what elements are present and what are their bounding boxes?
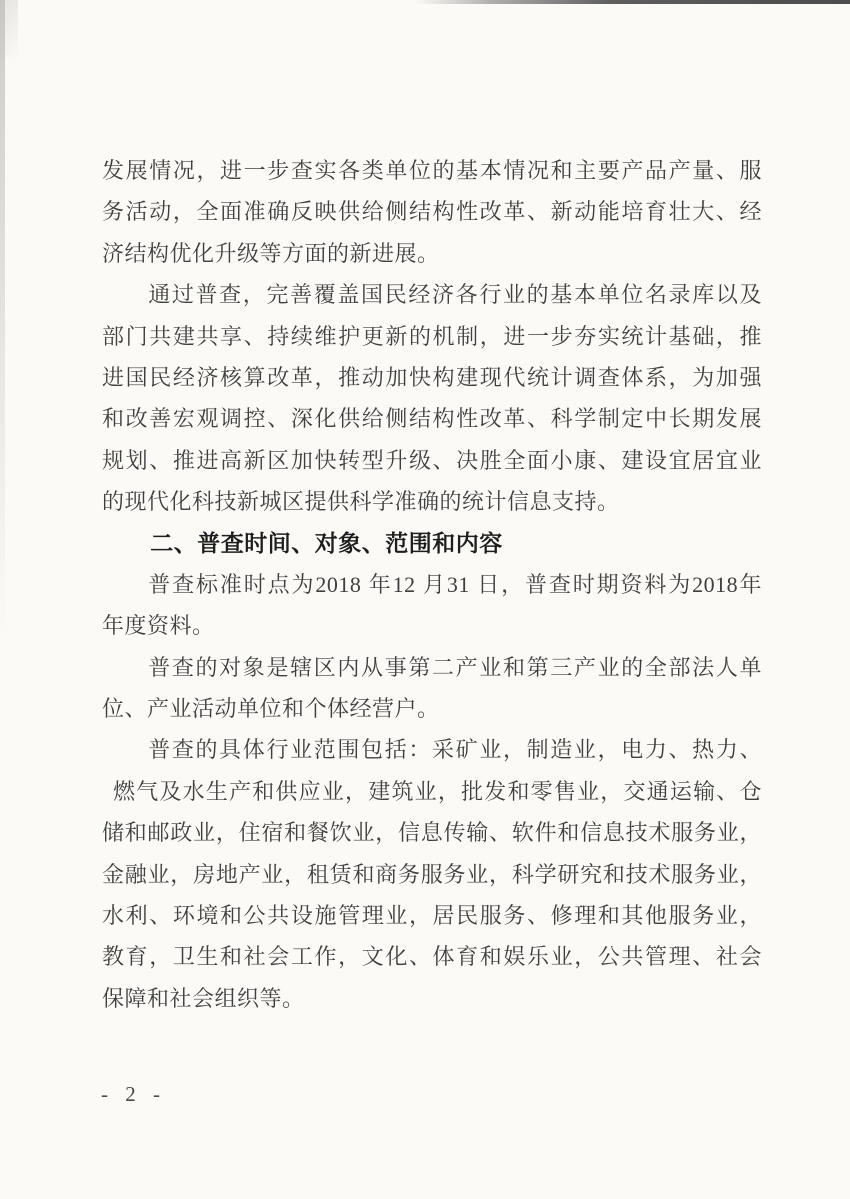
text-line: 储和邮政业，住宿和餐饮业，信息传输、软件和信息技术服务业，	[102, 820, 762, 846]
text-line: 发展情况，进一步查实各类单位的基本情况和主要产品产量、服	[102, 158, 762, 183]
text-line: 普查的对象是辖区内从事第二产业和第三产业的全部法人单	[148, 654, 762, 680]
text-line: 部门共建共享、持续维护更新的机制，进一步夯实统计基础，推	[102, 323, 762, 349]
text-line: 规划、推进高新区加快转型升级、决胜全面小康、建设宜居宜业	[102, 447, 762, 473]
text-line: 普查的具体行业范围包括：采矿业，制造业，电力、热力、	[148, 737, 762, 763]
page-number: - 2 -	[101, 1082, 166, 1106]
scan-edge-left-artifact	[0, 0, 5, 640]
text-line: 济结构优化升级等方面的新进展。	[102, 240, 440, 266]
text-line: 水利、环境和公共设施管理业，居民服务、修理和其他服务业，	[102, 903, 762, 929]
text-line: 进国民经济核算改革，推动加快构建现代统计调查体系，为加强	[102, 364, 762, 390]
document-body	[102, 150, 762, 1019]
text-line: 普查标准时点为2018 年12 月31 日，普查时期资料为2018年	[148, 571, 762, 597]
text-line: 年度资料。	[102, 613, 215, 639]
text-line: 务活动，全面准确反映供给侧结构性改革、新动能培育壮大、经	[102, 199, 762, 225]
text-line: 通过普查，完善覆盖国民经济各行业的基本单位名录库以及	[148, 282, 762, 308]
scan-corner-artifact	[0, 0, 18, 60]
section-heading: 二、普查时间、对象、范围和内容	[150, 529, 503, 556]
text-line: 的现代化科技新城区提供科学准确的统计信息支持。	[102, 489, 620, 515]
text-line: 保障和社会组织等。	[102, 985, 305, 1011]
text-line: 燃气及水生产和供应业，建筑业，批发和零售业，交通运输、仓	[113, 778, 762, 804]
text-line: 金融业，房地产业，租赁和商务服务业，科学研究和技术服务业，	[102, 861, 762, 887]
text-line: 和改善宏观调控、深化供给侧结构性改革、科学制定中长期发展	[102, 406, 762, 432]
text-line: 位、产业活动单位和个体经营户。	[102, 696, 440, 722]
scan-edge-top-artifact	[415, 0, 850, 4]
text-line: 教育，卫生和社会工作，文化、体育和娱乐业，公共管理、社会	[102, 944, 762, 970]
